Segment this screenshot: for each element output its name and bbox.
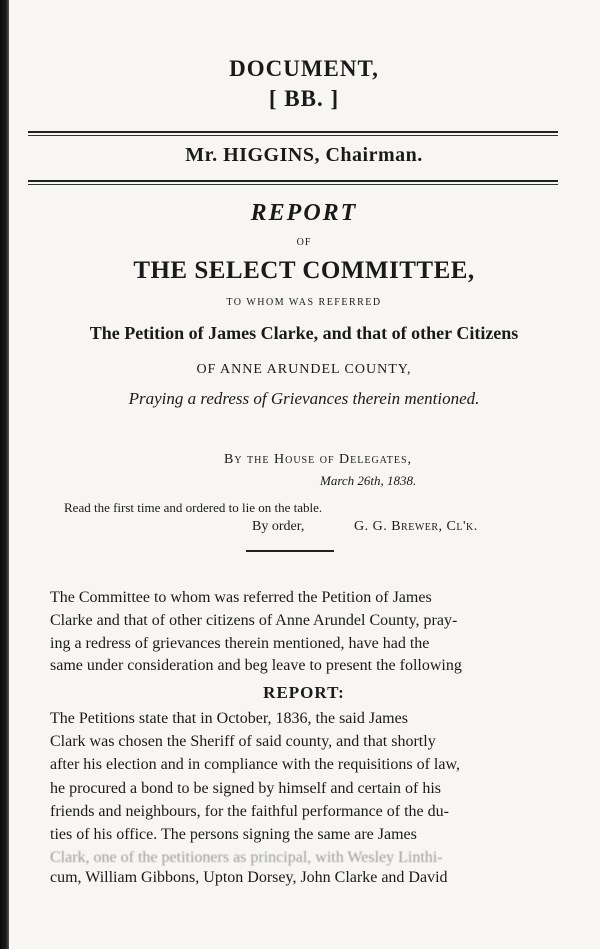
petition-title: The Petition of James Clarke, and that of other Citizens: [89, 323, 519, 343]
body-line: friends and neighbours, for the faithful performance of the du-: [50, 803, 449, 820]
binding-edge: [0, 0, 9, 949]
body-line: The Petitions state that in October, 1836, the said James: [50, 710, 408, 727]
document-code: [ BB. ]: [268, 86, 340, 111]
body-line: ties of his office. The persons signing the same are James: [50, 826, 417, 843]
body-line-faded: Clark, one of the petitioners as principal, with Wesley Linthi-: [50, 849, 443, 866]
house-line: By the House of Delegates,: [224, 452, 413, 467]
section-divider: [246, 550, 334, 552]
body-line: cum, William Gibbons, Upton Dorsey, John Clarke and David: [50, 869, 448, 886]
read-line: Read the first time and ordered to lie on the table.: [64, 500, 323, 515]
top-rule-thin: [28, 135, 558, 136]
intro-line: ing a redress of grievances therein mentioned, have had the: [50, 635, 430, 652]
body-line: Clark was chosen the Sheriff of said county, and that shortly: [50, 733, 436, 750]
committee-title: THE SELECT COMMITTEE,: [133, 257, 475, 284]
report-title: REPORT: [250, 200, 358, 226]
document-page: [24, 0, 584, 949]
intro-line: same under consideration and beg leave to present the following: [50, 657, 462, 674]
chairman-rule: [28, 180, 558, 182]
clerk-signature: G. G. Brewer, Cl'k.: [354, 519, 478, 534]
body-line: after his election and in compliance with the requisitions of law,: [50, 756, 460, 773]
top-rule: [28, 131, 558, 133]
chairman-line: Mr. HIGGINS, Chairman.: [185, 144, 423, 166]
intro-line: The Committee to whom was referred the Petition of James: [50, 589, 432, 606]
body-line: he procured a bond to be signed by himself and certain of his: [50, 780, 441, 797]
date-line: March 26th, 1838.: [320, 473, 417, 488]
chairman-rule-thin: [28, 184, 558, 185]
by-order: By order,: [252, 519, 305, 534]
intro-line: Clarke and that of other citizens of Anne Arundel County, pray-: [50, 612, 458, 629]
report-heading: REPORT:: [263, 683, 345, 702]
county-line: OF ANNE ARUNDEL COUNTY,: [196, 362, 412, 377]
praying-line: Praying a redress of Grievances therein mentioned.: [128, 389, 480, 408]
of-label: OF: [296, 237, 312, 248]
document-title: DOCUMENT,: [229, 56, 379, 81]
referred-label: TO WHOM WAS REFERRED: [226, 297, 382, 308]
